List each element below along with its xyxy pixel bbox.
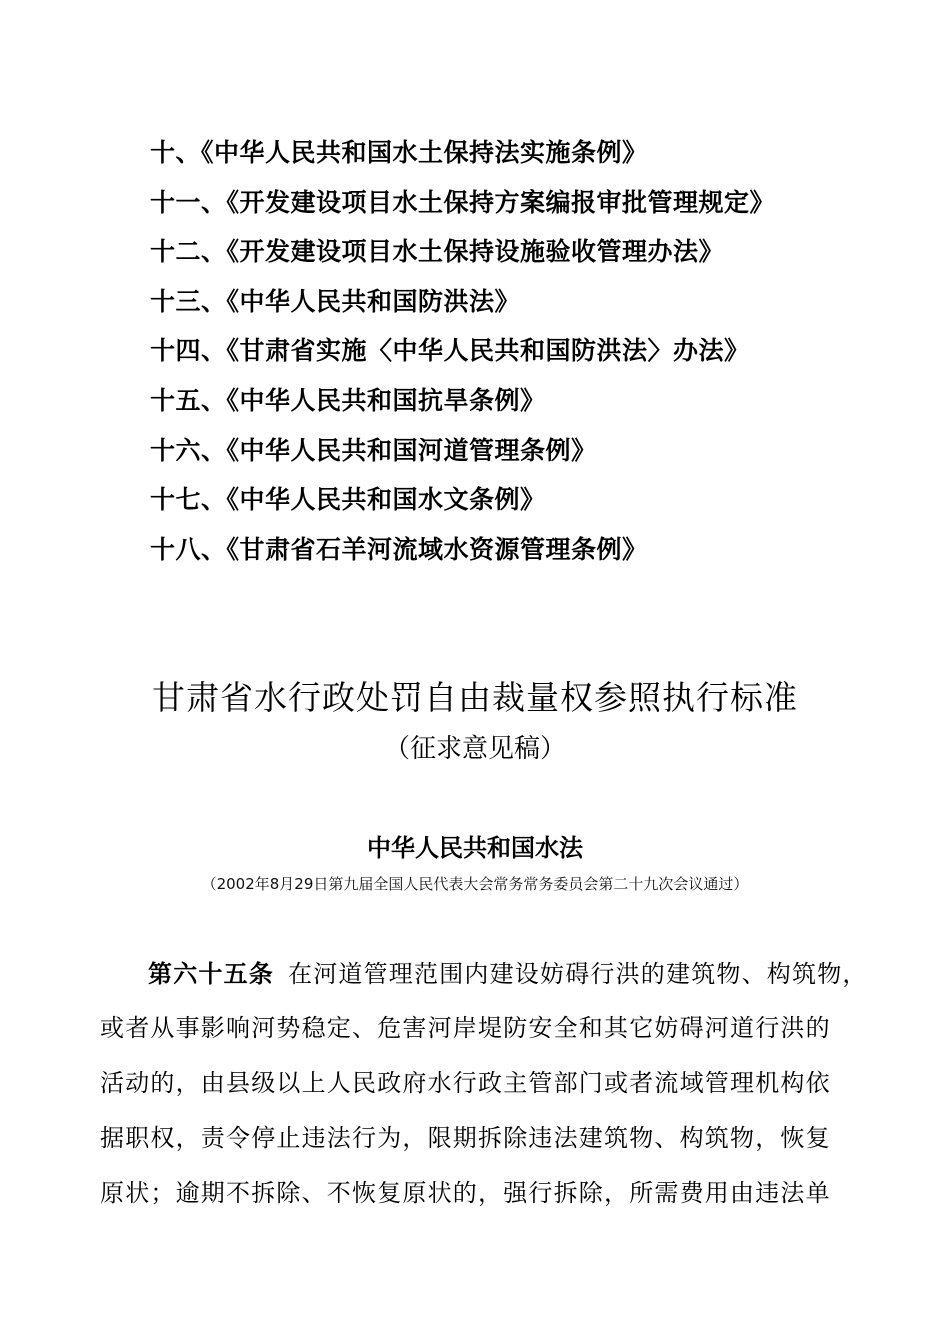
law-item: 十二、《开发建设项目水土保持设施验收管理办法》	[150, 237, 725, 267]
law-item: 十、《中华人民共和国水土保持法实施条例》	[150, 138, 648, 167]
article-text: 在河道管理范围内建设妨碍行洪的建筑物、构筑物，	[288, 960, 868, 988]
document-subtitle: （征求意见稿）	[383, 734, 566, 764]
law-list	[150, 128, 910, 574]
law-item: 十六、《中华人民共和国河道管理条例》	[150, 435, 597, 465]
section-heading: 中华人民共和国水法	[367, 834, 583, 862]
law-item: 十四、《甘肃省实施〈中华人民共和国防洪法〉办法》	[150, 336, 750, 366]
document-title: 甘肃省水行政处罚自由裁量权参照执行标准	[152, 678, 798, 717]
article-line: 原状；逾期不拆除、不恢复原状的，强行拆除，所需费用由违法单	[100, 1179, 831, 1207]
article-body	[100, 946, 868, 1221]
article-line	[100, 946, 868, 1001]
section-note: （2002年8月29日第九届全国人民代表大会常务常务委员会第二十九次会议通过）	[201, 875, 749, 893]
law-item: 十三、《中华人民共和国防洪法》	[150, 286, 521, 316]
law-item: 十一、《开发建设项目水土保持方案编报审批管理规定》	[150, 187, 776, 217]
article-label: 第六十五条	[148, 959, 274, 988]
law-item: 十七、《中华人民共和国水文条例》	[150, 485, 546, 515]
article-line: 活动的，由县级以上人民政府水行政主管部门或者流域管理机构依	[100, 1069, 831, 1097]
article-line: 据职权，责令停止违法行为，限期拆除违法建筑物、构筑物，恢复	[100, 1124, 831, 1152]
law-item: 十八、《甘肃省石羊河流域水资源管理条例》	[150, 534, 648, 564]
law-item: 十五、《中华人民共和国抗旱条例》	[150, 385, 546, 415]
article-line: 或者从事影响河势稳定、危害河岸堤防安全和其它妨碍河道行洪的	[100, 1014, 831, 1042]
